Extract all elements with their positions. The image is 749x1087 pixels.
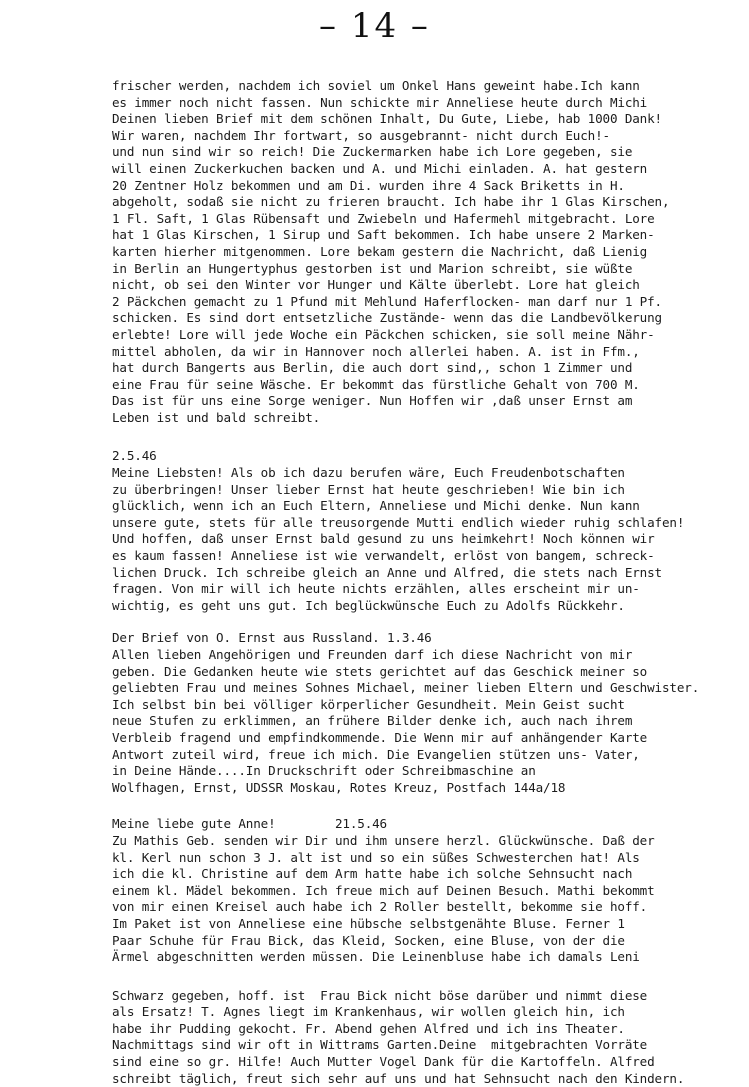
text-block (112, 988, 712, 1087)
paragraph-gap (112, 426, 712, 448)
text-line: schicken. Es sind dort entsetzliche Zustände- wenn das die Landbevölkerung (112, 310, 662, 326)
text-line: in Deine Hände....In Druckschrift oder Schreibmaschine an (112, 763, 536, 779)
text-line: hat 1 Glas Kirschen, 1 Sirup und Saft bekommen. Ich habe unsere 2 Marken- (112, 227, 655, 243)
text-line: Ich selbst bin bei völliger körperlicher Gesundheit. Mein Geist sucht (112, 696, 625, 712)
text-line: Der Brief von O. Ernst aus Russland. 1.3.46 (112, 630, 432, 646)
text-line: schreibt täglich, freut sich sehr auf uns und hat Sehnsucht nach den Kindern. (112, 1070, 685, 1086)
typed-letter-page (112, 78, 712, 1087)
text-line: frischer werden, nachdem ich soviel um Onkel Hans geweint habe.Ich kann (112, 78, 640, 93)
text-line: Antwort zuteil wird, freue ich mich. Die Evangelien stützen uns- Vater, (112, 746, 640, 762)
text-line: und nun sind wir so reich! Die Zuckermarken habe ich Lore gegeben, sie (112, 144, 633, 160)
text-line: unsere gute, stets für alle treusorgende Mutti endlich wieder ruhig schlafen! (112, 514, 685, 530)
text-line: geliebten Frau und meines Sohnes Michael, meiner lieben Eltern und Geschwister. (112, 680, 700, 696)
text-line: wichtig, es geht uns gut. Ich beglückwünsche Euch zu Adolfs Rückkehr. (112, 597, 625, 613)
text-line: Ärmel abgeschnitten werden müssen. Die Leinenbluse habe ich damals Leni (112, 949, 640, 965)
text-line: habe ihr Pudding gekocht. Fr. Abend gehen Alfred und ich ins Theater. (112, 1020, 625, 1036)
text-line: Zu Mathis Geb. senden wir Dir und ihm unsere herzl. Glückwünsche. Daß der (112, 832, 655, 848)
text-line: erlebte! Lore will jede Woche ein Päckchen schicken, sie soll meine Nähr- (112, 326, 655, 342)
text-line: Verbleib fragend und empfindkommende. Die Wenn mir auf anhängender Karte (112, 729, 648, 745)
text-line: lichen Druck. Ich schreibe gleich an Anne und Alfred, die stets nach Ernst (112, 564, 662, 580)
text-line: als Ersatz! T. Agnes liegt im Krankenhaus, wir wollen gleich hin, ich (112, 1004, 625, 1020)
text-line: Wir waren, nachdem Ihr fortwart, so ausgebrannt- nicht durch Euch!- (112, 127, 610, 143)
text-line: sind eine so gr. Hilfe! Auch Mutter Vogel Dank für die Kartoffeln. Alfred (112, 1054, 655, 1070)
text-line: einem kl. Mädel bekommen. Ich freue mich auf Deinen Besuch. Mathi bekommt (112, 882, 655, 898)
text-line: es kaum fassen! Anneliese ist wie verwandelt, erlöst von bangem, schreck- (112, 548, 655, 564)
paragraph-gap (112, 966, 712, 988)
text-line: Meine Liebsten! Als ob ich dazu berufen wäre, Euch Freudenbotschaften (112, 465, 625, 481)
paragraph-gap (112, 614, 712, 630)
text-line: kl. Kerl nun schon 3 J. alt ist und so ein süßes Schwesterchen hat! Als (112, 849, 640, 865)
text-line: es immer noch nicht fassen. Nun schickte mir Anneliese heute durch Michi (112, 94, 648, 110)
text-block (112, 816, 712, 965)
text-block (112, 448, 712, 614)
text-line: zu überbringen! Unser lieber Ernst hat heute geschrieben! Wie bin ich (112, 481, 625, 497)
text-line: Wolfhagen, Ernst, UDSSR Moskau, Rotes Kreuz, Postfach 144a/18 (112, 779, 566, 795)
text-line: nicht, ob sei den Winter vor Hunger und Kälte überlebt. Lore hat gleich (112, 277, 640, 293)
text-line: Meine liebe gute Anne! 21.5.46 (112, 816, 387, 832)
text-line: eine Frau für seine Wäsche. Er bekommt das fürstliche Gehalt von 700 M. (112, 376, 640, 392)
text-line: fragen. Von mir will ich heute nichts erzählen, alles erscheint mir un- (112, 581, 640, 597)
page-number: – 14 – (319, 6, 430, 46)
text-line: glücklich, wenn ich an Euch Eltern, Anneliese und Michi denke. Nun kann (112, 498, 640, 514)
text-block (112, 630, 712, 796)
text-line: Paar Schuhe für Frau Bick, das Kleid, Socken, eine Bluse, von der die (112, 932, 625, 948)
text-line: 2 Päckchen gemacht zu 1 Pfund mit Mehlund Haferflocken- man darf nur 1 Pf. (112, 293, 662, 309)
text-line: Im Paket ist von Anneliese eine hübsche selbstgenähte Bluse. Ferner 1 (112, 915, 625, 931)
text-line: 20 Zentner Holz bekommen und am Di. wurden ihre 4 Sack Briketts in H. (112, 177, 625, 193)
paragraph-gap (112, 796, 712, 816)
text-line: neue Stufen zu erklimmen, an frühere Bilder denke ich, auch nach ihrem (112, 713, 633, 729)
text-line: Schwarz gegeben, hoff. ist Frau Bick nicht böse darüber und nimmt diese (112, 987, 648, 1003)
text-line: abgeholt, sodaß sie nicht zu frieren braucht. Ich habe ihr 1 Glas Kirschen, (112, 194, 670, 210)
text-line: ich die kl. Christine auf dem Arm hatte habe ich solche Sehnsucht nach (112, 866, 633, 882)
text-line: Deinen lieben Brief mit dem schönen Inhalt, Du Gute, Liebe, hab 1000 Dank! (112, 111, 662, 127)
text-line: geben. Die Gedanken heute wie stets gerichtet auf das Geschick meiner so (112, 663, 648, 679)
text-line: karten hierher mitgenommen. Lore bekam gestern die Nachricht, daß Lienig (112, 243, 648, 259)
text-line: Nachmittags sind wir oft in Wittrams Garten.Deine mitgebrachten Vorräte (112, 1037, 648, 1053)
text-line: mittel abholen, da wir in Hannover noch allerlei haben. A. ist in Ffm., (112, 343, 640, 359)
text-line: Allen lieben Angehörigen und Freunden darf ich diese Nachricht von mir (112, 647, 633, 662)
text-line: von mir einen Kreisel auch habe ich 2 Roller bestellt, bekomme sie hoff. (112, 899, 648, 915)
text-line: 2.5.46 (112, 448, 157, 464)
text-line: will einen Zuckerkuchen backen und A. und Michi einladen. A. hat gestern (112, 160, 648, 176)
text-line: hat durch Bangerts aus Berlin, die auch dort sind,, schon 1 Zimmer und (112, 360, 633, 376)
text-line: in Berlin an Hungertyphus gestorben ist und Marion schreibt, sie wüßte (112, 260, 633, 276)
text-line: Das ist für uns eine Sorge weniger. Nun Hoffen wir ,daß unser Ernst am (112, 393, 633, 409)
text-line: Und hoffen, daß unser Ernst bald gesund zu uns heimkehrt! Noch können wir (112, 531, 655, 547)
text-block (112, 78, 712, 426)
text-line: 1 Fl. Saft, 1 Glas Rübensaft und Zwiebeln und Hafermehl mitgebracht. Lore (112, 210, 655, 226)
text-line: Leben ist und bald schreibt. (112, 409, 321, 425)
